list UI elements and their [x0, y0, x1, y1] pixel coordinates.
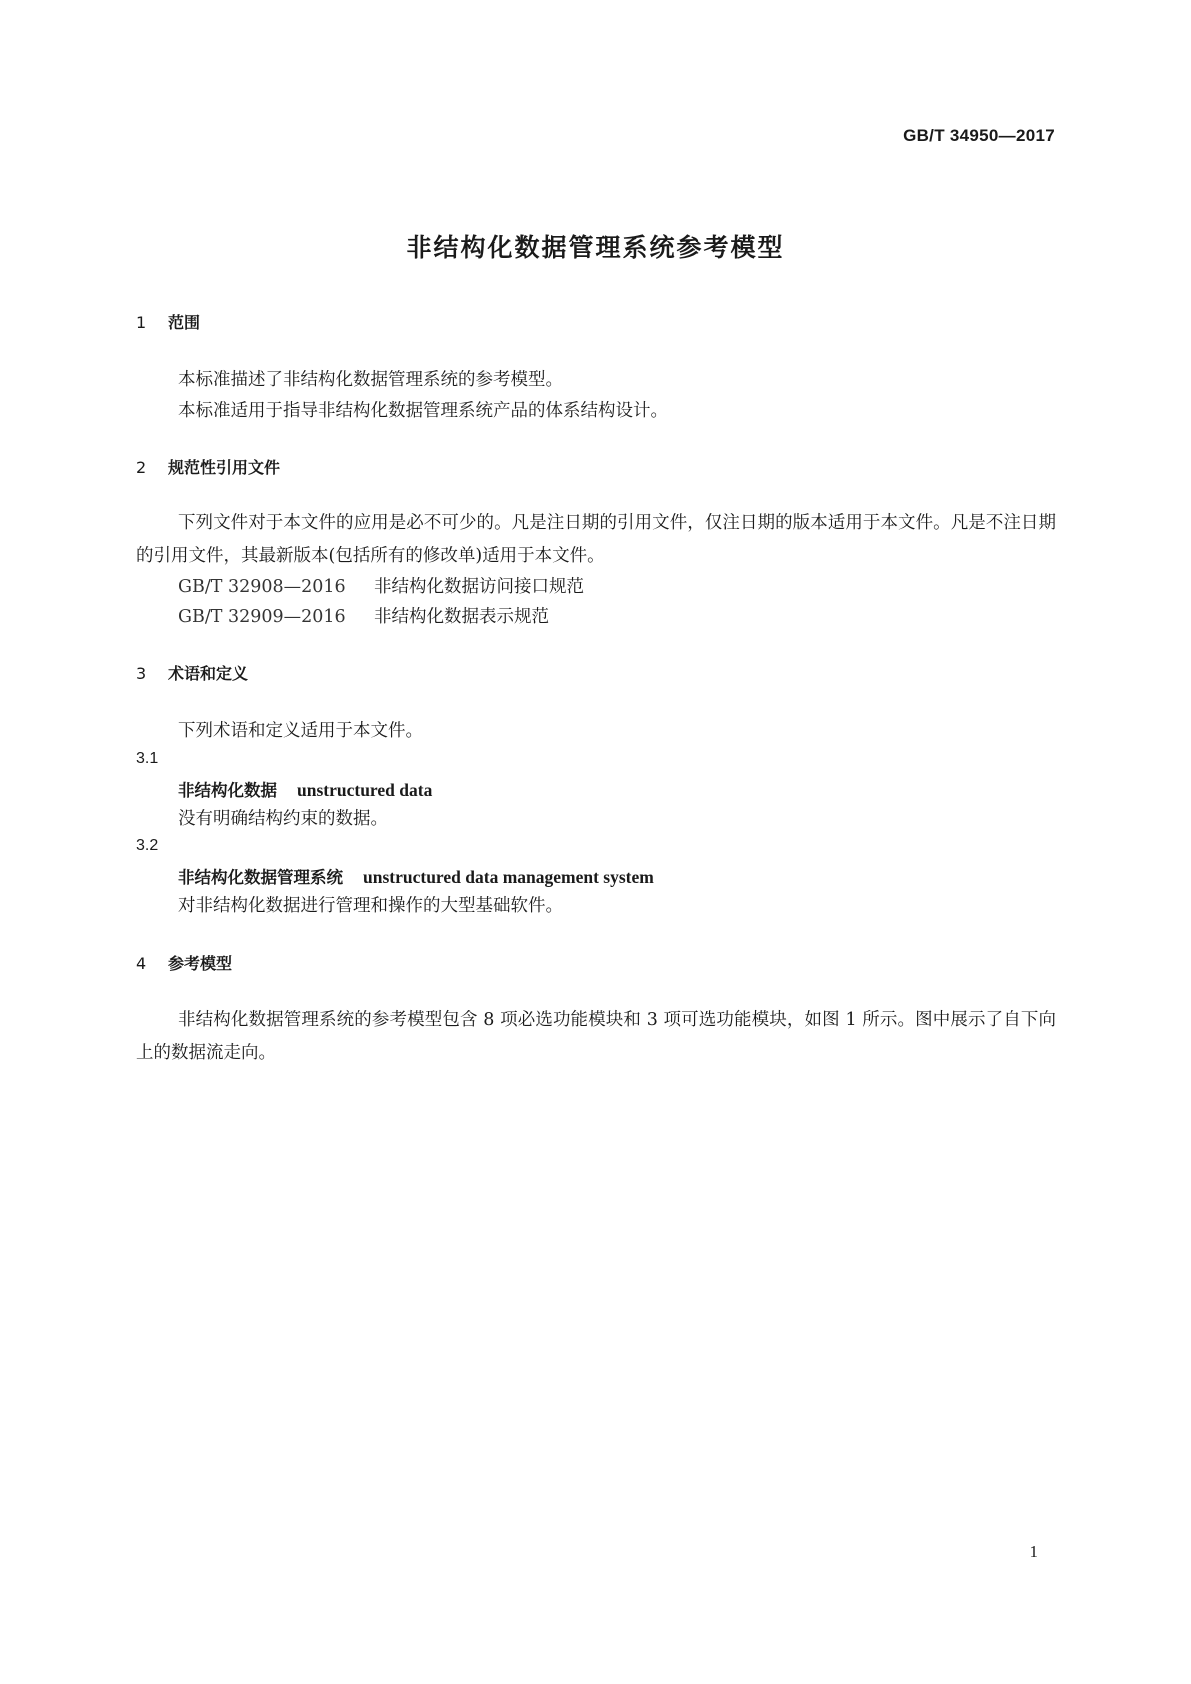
reference-code: GB/T 32908—2016 — [178, 577, 346, 597]
term-title — [178, 777, 432, 801]
term-number: 3.1 — [136, 750, 159, 767]
term-zh: 非结构化数据管理系统 — [178, 868, 343, 887]
reference-model-text: 非结构化数据管理系统的参考模型包含 8 项必选功能模块和 3 项可选功能模块，如图 1 所示。图中展示了自下向上的数据流走向。 — [136, 1010, 1056, 1063]
reference-code: GB/T 32909—2016 — [178, 607, 346, 627]
section-title: 规范性引用文件 — [168, 458, 281, 477]
term-number: 3.2 — [136, 837, 159, 854]
term-definition: 没有明确结构约束的数据。 — [178, 809, 388, 829]
section-title: 术语和定义 — [168, 664, 249, 683]
reference-item — [178, 603, 549, 628]
section-3-heading — [136, 661, 248, 684]
terms-intro: 下列术语和定义适用于本文件。 — [178, 721, 423, 741]
section-number: 3 — [136, 664, 147, 683]
reference-item — [178, 573, 584, 598]
references-intro: 下列文件对于本文件的应用是必不可少的。凡是注日期的引用文件，仅注日期的版本适用于本文件。凡是不注日期的引用文件，其最新版本(包括所有的修改单)适用于本文件。 — [136, 513, 1056, 566]
section-number: 4 — [136, 954, 147, 973]
section-1-heading — [136, 310, 200, 333]
term-definition: 对非结构化数据进行管理和操作的大型基础软件。 — [178, 896, 563, 916]
term-zh: 非结构化数据 — [178, 781, 277, 800]
section-number: 1 — [136, 313, 147, 332]
term-en: unstructured data — [297, 780, 433, 800]
page-number: 1 — [1029, 1542, 1038, 1561]
reference-title: 非结构化数据表示规范 — [374, 607, 549, 627]
term-en: unstructured data management system — [363, 867, 654, 887]
term-title — [178, 864, 654, 888]
section-number: 2 — [136, 458, 147, 477]
reference-title: 非结构化数据访问接口规范 — [374, 577, 584, 597]
document-title: 非结构化数据管理系统参考模型 — [406, 233, 785, 262]
section-2-heading — [136, 455, 280, 478]
section-4-heading — [136, 951, 232, 974]
standard-number: GB/T 34950—2017 — [903, 126, 1055, 145]
scope-line-2: 本标准适用于指导非结构化数据管理系统产品的体系结构设计。 — [178, 401, 668, 421]
scope-line-1: 本标准描述了非结构化数据管理系统的参考模型。 — [178, 370, 563, 390]
section-title: 范围 — [168, 313, 201, 332]
section-title: 参考模型 — [168, 954, 233, 973]
